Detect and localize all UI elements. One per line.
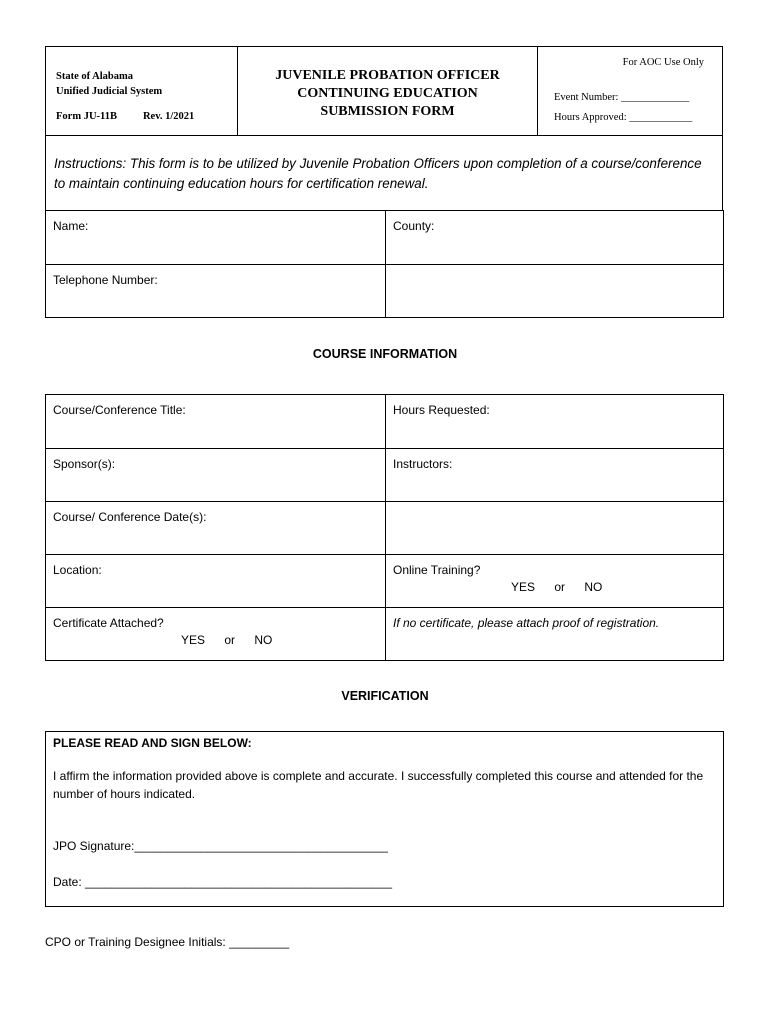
name-field[interactable] [46,211,386,264]
county-label: County: [393,219,435,233]
title-line-3: SUBMISSION FORM [320,104,455,119]
title-line-2: CONTINUING EDUCATION [297,86,478,101]
form-number: Form JU-11B [56,111,117,122]
online-yes-option[interactable]: YES [511,580,536,594]
telephone-field[interactable] [46,265,386,317]
telephone-label: Telephone Number: [53,273,158,287]
instructions-text: Instructions: This form is to be utilized by Juvenile Probation Officers upon completion of a course/conference to maintain continuing education hours for certification renewal. [45,136,723,211]
form-revision: Rev. 1/2021 [142,111,195,122]
course-section-title: COURSE INFORMATION [312,347,458,361]
course-table [45,394,724,661]
hours-approved-field[interactable]: Hours Approved: ____________ [554,112,693,123]
name-label: Name: [53,219,89,233]
aoc-label: For AOC Use Only [622,57,704,68]
hours-requested-label: Hours Requested: [393,403,490,417]
course-dates-label: Course/ Conference Date(s): [53,510,207,524]
event-number-field[interactable]: Event Number: _____________ [554,92,690,103]
location-label: Location: [53,563,102,577]
course-title-field[interactable] [46,395,386,448]
location-field[interactable] [46,555,386,607]
course-dates-field[interactable] [46,502,386,554]
certificate-yes-option[interactable]: YES [181,633,206,647]
instructors-field[interactable] [386,449,723,501]
sponsor-label: Sponsor(s): [53,457,116,471]
certificate-or-text: or [224,633,236,647]
county-field[interactable] [386,211,723,264]
title-line-1: JUVENILE PROBATION OFFICER [275,68,500,83]
hours-requested-field[interactable] [386,395,723,448]
sponsor-field[interactable] [46,449,386,501]
system-label: Unified Judicial System [56,86,163,97]
cpo-initials-field[interactable]: CPO or Training Designee Initials: _________ [45,935,290,949]
state-label: State of Alabama [56,71,133,82]
form-title [238,47,538,135]
jpo-signature-field[interactable]: JPO Signature:______________________________________ [53,839,388,853]
aoc-use-box [538,47,722,135]
verification-section-title: VERIFICATION [341,689,429,703]
online-or-text: or [554,580,566,594]
certificate-label: Certificate Attached? [53,616,164,630]
no-certificate-note: If no certificate, please attach proof of registration. [393,616,660,630]
verification-heading: PLEASE READ AND SIGN BELOW: [53,736,252,750]
online-training-label: Online Training? [393,563,481,577]
online-no-option[interactable]: NO [584,580,603,594]
course-title-label: Course/Conference Title: [53,403,186,417]
empty-cell [386,265,723,317]
affirmation-text: I affirm the information provided above is complete and accurate. I successfully completed this course and attended for the number of hours indicated. [53,769,704,801]
applicant-table [45,210,724,318]
certificate-no-option[interactable]: NO [254,633,273,647]
date-field[interactable]: Date: ______________________________________________ [53,875,393,889]
certificate-field [46,608,386,660]
empty-cell [386,502,723,554]
verification-box [45,731,724,907]
form-header [45,46,723,136]
instructors-label: Instructors: [393,457,453,471]
online-training-field [386,555,723,607]
form-identity [46,47,238,135]
